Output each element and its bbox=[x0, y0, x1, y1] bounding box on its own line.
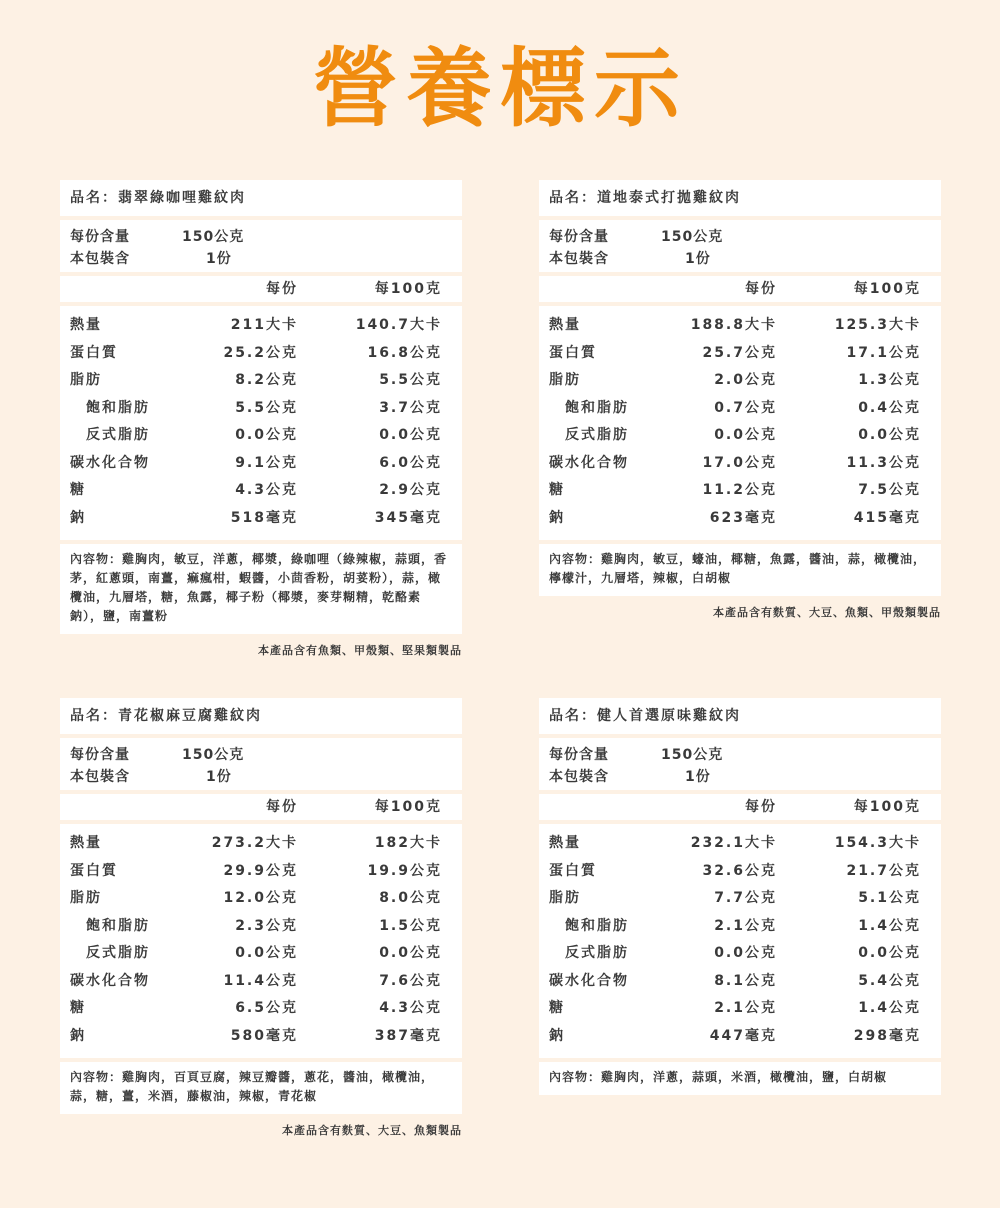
serving-size-label: 每份含量 bbox=[70, 747, 130, 763]
per-serving-value: 447毫克 bbox=[709, 1027, 777, 1044]
row-label: 反式脂肪 bbox=[565, 427, 629, 443]
carbohydrate-row bbox=[539, 450, 941, 478]
row-label: 鈉 bbox=[70, 1027, 86, 1044]
per-100g-value: 5.1公克 bbox=[858, 890, 921, 906]
nutrition-card-thai-basil bbox=[539, 180, 941, 620]
nutrition-table bbox=[60, 824, 462, 1058]
per-100g-header: 每100克 bbox=[853, 281, 921, 297]
per-100g-value: 0.0公克 bbox=[379, 945, 442, 961]
trans-fat-row bbox=[539, 940, 941, 968]
nutrition-table bbox=[539, 306, 941, 540]
per-serving-value: 6.5公克 bbox=[235, 1000, 298, 1016]
row-label: 熱量 bbox=[70, 835, 102, 851]
row-label: 脂肪 bbox=[70, 890, 102, 906]
per-100g-value: 387毫克 bbox=[374, 1027, 442, 1044]
calories-row bbox=[539, 312, 941, 340]
row-label: 鈉 bbox=[549, 509, 565, 526]
ingredients: 內容物：雞胸肉，敏豆，蠔油，椰糖，魚露，醬油，蒜，橄欖油，檸檬汁，九層塔，辣椒，白胡椒 bbox=[539, 544, 941, 596]
serving-size-row bbox=[70, 226, 452, 248]
per-serving-value: 32.6公克 bbox=[702, 862, 777, 879]
row-label: 反式脂肪 bbox=[86, 945, 150, 961]
allergen-notice: 本產品含有魚類、甲殼類、堅果類製品 bbox=[258, 644, 462, 657]
serving-size-value: 150公克 bbox=[182, 747, 245, 763]
per-serving-value: 623毫克 bbox=[709, 509, 777, 526]
sugar-row bbox=[539, 477, 941, 505]
servings-per-pack-value: 1份 bbox=[206, 251, 232, 267]
row-label: 熱量 bbox=[549, 835, 581, 851]
row-label: 熱量 bbox=[70, 317, 102, 333]
column-header bbox=[60, 794, 462, 820]
serving-size-row bbox=[549, 744, 931, 766]
column-header bbox=[539, 794, 941, 820]
page-title: 營養標示 bbox=[312, 39, 688, 139]
nutrition-card-green-curry bbox=[60, 180, 462, 658]
per-serving-value: 4.3公克 bbox=[235, 482, 298, 498]
serving-size-label: 每份含量 bbox=[549, 229, 609, 245]
row-label: 碳水化合物 bbox=[549, 972, 629, 989]
serving-size-row bbox=[549, 226, 931, 248]
per-100g-value: 1.3公克 bbox=[858, 372, 921, 388]
trans-fat-row bbox=[60, 940, 462, 968]
per-100g-value: 415毫克 bbox=[853, 509, 921, 526]
row-label: 蛋白質 bbox=[70, 862, 118, 879]
per-100g-value: 17.1公克 bbox=[846, 344, 921, 361]
per-serving-value: 518毫克 bbox=[230, 509, 298, 526]
carbohydrate-row bbox=[60, 450, 462, 478]
per-100g-value: 125.3大卡 bbox=[834, 317, 921, 333]
per-serving-value: 0.7公克 bbox=[714, 399, 777, 416]
per-100g-value: 1.4公克 bbox=[858, 917, 921, 934]
sugar-row bbox=[60, 477, 462, 505]
per-serving-value: 0.0公克 bbox=[714, 427, 777, 443]
product-name: 品名：道地泰式打拋雞紋肉 bbox=[539, 180, 941, 216]
calories-row bbox=[60, 830, 462, 858]
sugar-row bbox=[60, 995, 462, 1023]
ingredients: 內容物：雞胸肉，百頁豆腐，辣豆瓣醬，蔥花，醬油，橄欖油，蒜，糖，薑，米酒，藤椒油，辣椒，青花椒 bbox=[60, 1062, 462, 1114]
serving-size-value: 150公克 bbox=[182, 229, 245, 245]
sodium-row bbox=[539, 505, 941, 533]
per-100g-value: 5.4公克 bbox=[858, 972, 921, 989]
row-label: 糖 bbox=[70, 1000, 86, 1016]
row-label: 蛋白質 bbox=[70, 344, 118, 361]
per-serving-value: 2.3公克 bbox=[235, 917, 298, 934]
fat-row bbox=[60, 885, 462, 913]
per-100g-value: 345毫克 bbox=[374, 509, 442, 526]
per-100g-value: 16.8公克 bbox=[367, 344, 442, 361]
fat-row bbox=[539, 367, 941, 395]
row-label: 飽和脂肪 bbox=[86, 399, 150, 416]
per-100g-value: 154.3大卡 bbox=[834, 835, 921, 851]
row-label: 鈉 bbox=[70, 509, 86, 526]
row-label: 糖 bbox=[549, 482, 565, 498]
allergen-notice: 本產品含有麩質、大豆、魚類製品 bbox=[282, 1124, 462, 1137]
row-label: 蛋白質 bbox=[549, 862, 597, 879]
servings-per-pack-value: 1份 bbox=[685, 251, 711, 267]
row-label: 糖 bbox=[549, 1000, 565, 1016]
servings-per-pack-label: 本包裝含 bbox=[549, 769, 609, 785]
serving-size-label: 每份含量 bbox=[549, 747, 609, 763]
sodium-row bbox=[60, 1023, 462, 1051]
nutrition-card-sichuan-tofu bbox=[60, 698, 462, 1138]
per-100g-value: 19.9公克 bbox=[367, 862, 442, 879]
nutrition-table bbox=[60, 306, 462, 540]
per-serving-value: 7.7公克 bbox=[714, 890, 777, 906]
per-serving-value: 0.0公克 bbox=[714, 945, 777, 961]
per-100g-value: 0.0公克 bbox=[858, 427, 921, 443]
per-serving-value: 2.1公克 bbox=[714, 917, 777, 934]
serving-info bbox=[539, 738, 941, 790]
saturated-fat-row bbox=[60, 913, 462, 941]
calories-row bbox=[539, 830, 941, 858]
calories-row bbox=[60, 312, 462, 340]
row-label: 飽和脂肪 bbox=[565, 399, 629, 416]
per-serving-value: 17.0公克 bbox=[702, 454, 777, 471]
ingredients: 內容物：雞胸肉，敏豆，洋蔥，椰漿，綠咖哩（綠辣椒，蒜頭，香茅，紅蔥頭，南薑，痲瘋柑，蝦醬，小茴香粉，胡荽粉），蒜，橄欖油，九層塔，糖，魚露，椰子粉（椰漿，麥芽糊精，乾酪素鈉），鹽，南薑粉 bbox=[60, 544, 462, 634]
protein-row bbox=[539, 340, 941, 368]
row-label: 碳水化合物 bbox=[549, 454, 629, 471]
per-100g-value: 21.7公克 bbox=[846, 862, 921, 879]
per-100g-header: 每100克 bbox=[853, 799, 921, 815]
per-serving-header: 每份 bbox=[266, 281, 298, 297]
per-serving-value: 232.1大卡 bbox=[690, 835, 777, 851]
per-100g-value: 0.4公克 bbox=[858, 399, 921, 416]
per-100g-value: 182大卡 bbox=[374, 835, 442, 851]
trans-fat-row bbox=[60, 422, 462, 450]
servings-per-pack-label: 本包裝含 bbox=[549, 251, 609, 267]
protein-row bbox=[539, 858, 941, 886]
per-100g-value: 7.5公克 bbox=[858, 482, 921, 498]
per-serving-value: 0.0公克 bbox=[235, 427, 298, 443]
per-100g-value: 140.7大卡 bbox=[355, 317, 442, 333]
trans-fat-row bbox=[539, 422, 941, 450]
per-serving-value: 8.1公克 bbox=[714, 972, 777, 989]
per-100g-value: 5.5公克 bbox=[379, 372, 442, 388]
per-serving-value: 25.2公克 bbox=[223, 344, 298, 361]
product-name: 品名：青花椒麻豆腐雞紋肉 bbox=[60, 698, 462, 734]
row-label: 碳水化合物 bbox=[70, 454, 150, 471]
serving-info bbox=[60, 220, 462, 272]
per-serving-header: 每份 bbox=[266, 799, 298, 815]
column-header bbox=[60, 276, 462, 302]
per-100g-value: 11.3公克 bbox=[846, 454, 921, 471]
saturated-fat-row bbox=[60, 395, 462, 423]
servings-per-pack-row bbox=[549, 248, 931, 270]
nutrition-card-original bbox=[539, 698, 941, 1099]
product-name: 品名：翡翠綠咖哩雞紋肉 bbox=[60, 180, 462, 216]
per-100g-value: 7.6公克 bbox=[379, 972, 442, 989]
per-serving-value: 29.9公克 bbox=[223, 862, 298, 879]
per-serving-value: 8.2公克 bbox=[235, 372, 298, 388]
row-label: 糖 bbox=[70, 482, 86, 498]
nutrition-table bbox=[539, 824, 941, 1058]
servings-per-pack-label: 本包裝含 bbox=[70, 769, 130, 785]
per-serving-value: 2.1公克 bbox=[714, 1000, 777, 1016]
serving-size-row bbox=[70, 744, 452, 766]
per-100g-value: 0.0公克 bbox=[379, 427, 442, 443]
per-100g-value: 1.5公克 bbox=[379, 917, 442, 934]
row-label: 脂肪 bbox=[549, 890, 581, 906]
row-label: 飽和脂肪 bbox=[86, 917, 150, 934]
protein-row bbox=[60, 858, 462, 886]
per-100g-value: 1.4公克 bbox=[858, 1000, 921, 1016]
per-serving-value: 273.2大卡 bbox=[211, 835, 298, 851]
servings-per-pack-value: 1份 bbox=[685, 769, 711, 785]
serving-info bbox=[539, 220, 941, 272]
per-100g-header: 每100克 bbox=[374, 799, 442, 815]
row-label: 熱量 bbox=[549, 317, 581, 333]
per-serving-value: 211大卡 bbox=[230, 317, 298, 333]
carbohydrate-row bbox=[539, 968, 941, 996]
row-label: 反式脂肪 bbox=[565, 945, 629, 961]
per-100g-value: 298毫克 bbox=[853, 1027, 921, 1044]
sodium-row bbox=[539, 1023, 941, 1051]
row-label: 鈉 bbox=[549, 1027, 565, 1044]
serving-size-value: 150公克 bbox=[661, 229, 724, 245]
servings-per-pack-row bbox=[70, 248, 452, 270]
row-label: 蛋白質 bbox=[549, 344, 597, 361]
row-label: 碳水化合物 bbox=[70, 972, 150, 989]
servings-per-pack-label: 本包裝含 bbox=[70, 251, 130, 267]
per-serving-value: 2.0公克 bbox=[714, 372, 777, 388]
per-100g-value: 4.3公克 bbox=[379, 1000, 442, 1016]
serving-size-label: 每份含量 bbox=[70, 229, 130, 245]
servings-per-pack-row bbox=[549, 766, 931, 788]
fat-row bbox=[60, 367, 462, 395]
row-label: 脂肪 bbox=[70, 372, 102, 388]
servings-per-pack-row bbox=[70, 766, 452, 788]
per-serving-value: 12.0公克 bbox=[223, 890, 298, 906]
serving-size-value: 150公克 bbox=[661, 747, 724, 763]
saturated-fat-row bbox=[539, 395, 941, 423]
sodium-row bbox=[60, 505, 462, 533]
per-serving-value: 11.2公克 bbox=[702, 482, 777, 498]
row-label: 飽和脂肪 bbox=[565, 917, 629, 934]
product-name: 品名：健人首選原味雞紋肉 bbox=[539, 698, 941, 734]
per-serving-value: 580毫克 bbox=[230, 1027, 298, 1044]
row-label: 反式脂肪 bbox=[86, 427, 150, 443]
per-serving-value: 0.0公克 bbox=[235, 945, 298, 961]
per-serving-value: 188.8大卡 bbox=[690, 317, 777, 333]
per-serving-value: 9.1公克 bbox=[235, 454, 298, 471]
per-serving-value: 25.7公克 bbox=[702, 344, 777, 361]
per-100g-header: 每100克 bbox=[374, 281, 442, 297]
saturated-fat-row bbox=[539, 913, 941, 941]
per-100g-value: 2.9公克 bbox=[379, 482, 442, 498]
servings-per-pack-value: 1份 bbox=[206, 769, 232, 785]
protein-row bbox=[60, 340, 462, 368]
column-header bbox=[539, 276, 941, 302]
per-100g-value: 3.7公克 bbox=[379, 399, 442, 416]
per-serving-value: 11.4公克 bbox=[223, 972, 298, 989]
per-100g-value: 0.0公克 bbox=[858, 945, 921, 961]
allergen-notice: 本產品含有麩質、大豆、魚類、甲殼類製品 bbox=[713, 606, 941, 619]
per-serving-header: 每份 bbox=[745, 799, 777, 815]
fat-row bbox=[539, 885, 941, 913]
ingredients: 內容物：雞胸肉，洋蔥，蒜頭，米酒，橄欖油，鹽，白胡椒 bbox=[539, 1062, 941, 1095]
per-100g-value: 8.0公克 bbox=[379, 890, 442, 906]
per-serving-value: 5.5公克 bbox=[235, 399, 298, 416]
per-serving-header: 每份 bbox=[745, 281, 777, 297]
row-label: 脂肪 bbox=[549, 372, 581, 388]
per-100g-value: 6.0公克 bbox=[379, 454, 442, 471]
serving-info bbox=[60, 738, 462, 790]
sugar-row bbox=[539, 995, 941, 1023]
carbohydrate-row bbox=[60, 968, 462, 996]
